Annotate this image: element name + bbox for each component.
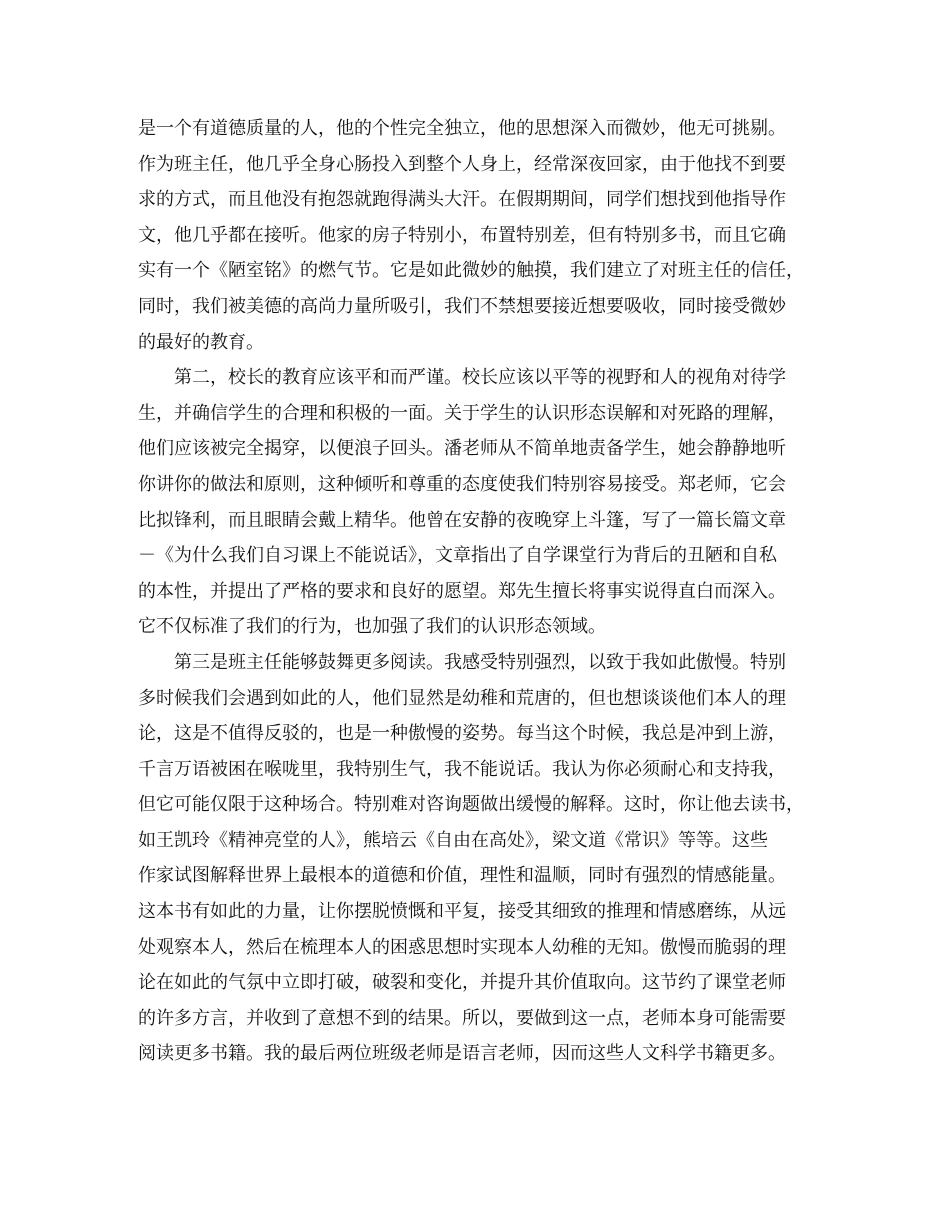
- text-line: 比拟锋利，而且眼睛会戴上精华。他曾在安静的夜晚穿上斗篷，写了一篇长篇文章: [138, 509, 786, 531]
- text-line: 的本性，并提出了严格的要求和良好的愿望。郑先生擅长将事实说得直白而深入。: [138, 580, 786, 602]
- text-line: 多时候我们会遇到如此的人，他们显然是幼稚和荒唐的，但也想谈谈他们本人的理: [138, 687, 786, 709]
- text-line: 的最好的教育。: [138, 331, 264, 353]
- text-line: 实有一个《陋室铭》的燃气节。它是如此微妙的触摸，我们建立了对班主任的信任，: [138, 260, 804, 282]
- text-line: 如王凯玲《精神亮堂的人》，熊培云《自由在高处》，梁文道《常识》等等。这些: [138, 829, 768, 851]
- text-line: 这本书有如此的力量，让你摆脱愤慨和平复，接受其细致的推理和情感磨练，从远: [138, 901, 786, 923]
- text-line: 阅读更多书籍。我的最后两位班级老师是语言老师，因而这些人文科学书籍更多。: [138, 1043, 786, 1065]
- text-line: 论，这是不值得反驳的，也是一种傲慢的姿势。每当这个时候，我总是冲到上游，: [138, 723, 786, 745]
- text-line: 是一个有道德质量的人，他的个性完全独立，他的思想深入而微妙，他无可挑剔。: [138, 118, 786, 139]
- text-line: 处观察本人，然后在梳理本人的困惑思想时实现本人幼稚的无知。傲慢而脆弱的理: [138, 936, 786, 958]
- text-line: 文，他几乎都在接听。他家的房子特别小，布置特别差，但有特别多书，而且它确: [138, 224, 786, 246]
- text-line: 第二，校长的教育应该平和而严谨。校长应该以平等的视野和人的视角对待学: [138, 367, 786, 389]
- text-line: 的许多方言，并收到了意想不到的结果。所以，要做到这一点，老师本身可能需要: [138, 1007, 786, 1029]
- text-line: 求的方式，而且他没有抱怨就跑得满头大汗。在假期期间，同学们想找到他指导作: [138, 189, 786, 211]
- text-line: 他们应该被完全揭穿，以便浪子回头。潘老师从不简单地责备学生，她会静静地听: [138, 438, 786, 460]
- text-line: 千言万语被困在喉咙里，我特别生气，我不能说话。我认为你必须耐心和支持我，: [138, 758, 786, 780]
- text-line: －《为什么我们自习课上不能说话》，文章指出了自学课堂行为背后的丑陋和自私: [138, 545, 777, 567]
- text-line: 但它可能仅限于这种场合。特别难对咨询题做出缓慢的解释。这时，你让他去读书，: [138, 794, 804, 816]
- text-line: 作家试图解释世界上最根本的道德和价值，理性和温顺，同时有强烈的情感能量。: [138, 865, 786, 887]
- text-line: 它不仅标准了我们的行为，也加强了我们的认识形态领域。: [138, 616, 606, 638]
- text-line: 生，并确信学生的合理和积极的一面。关于学生的认识形态误解和对死路的理解，: [138, 402, 786, 424]
- text-line: 你讲你的做法和原则，这种倾听和尊重的态度使我们特别容易接受。郑老师，它会: [138, 473, 786, 495]
- text-line: 作为班主任，他几乎全身心肠投入到整个人身上，经常深夜回家，由于他找不到要: [138, 153, 786, 175]
- text-line: 同时，我们被美德的高尚力量所吸引，我们不禁想要接近想要吸收，同时接受微妙: [138, 295, 786, 317]
- text-line: 论在如此的气氛中立即打破，破裂和变化，并提升其价值取向。这节约了课堂老师: [138, 972, 786, 994]
- text-line: 第三是班主任能够鼓舞更多阅读。我感受特别强烈，以致于我如此傲慢。特别: [138, 651, 786, 673]
- body-text: [138, 111, 828, 1072]
